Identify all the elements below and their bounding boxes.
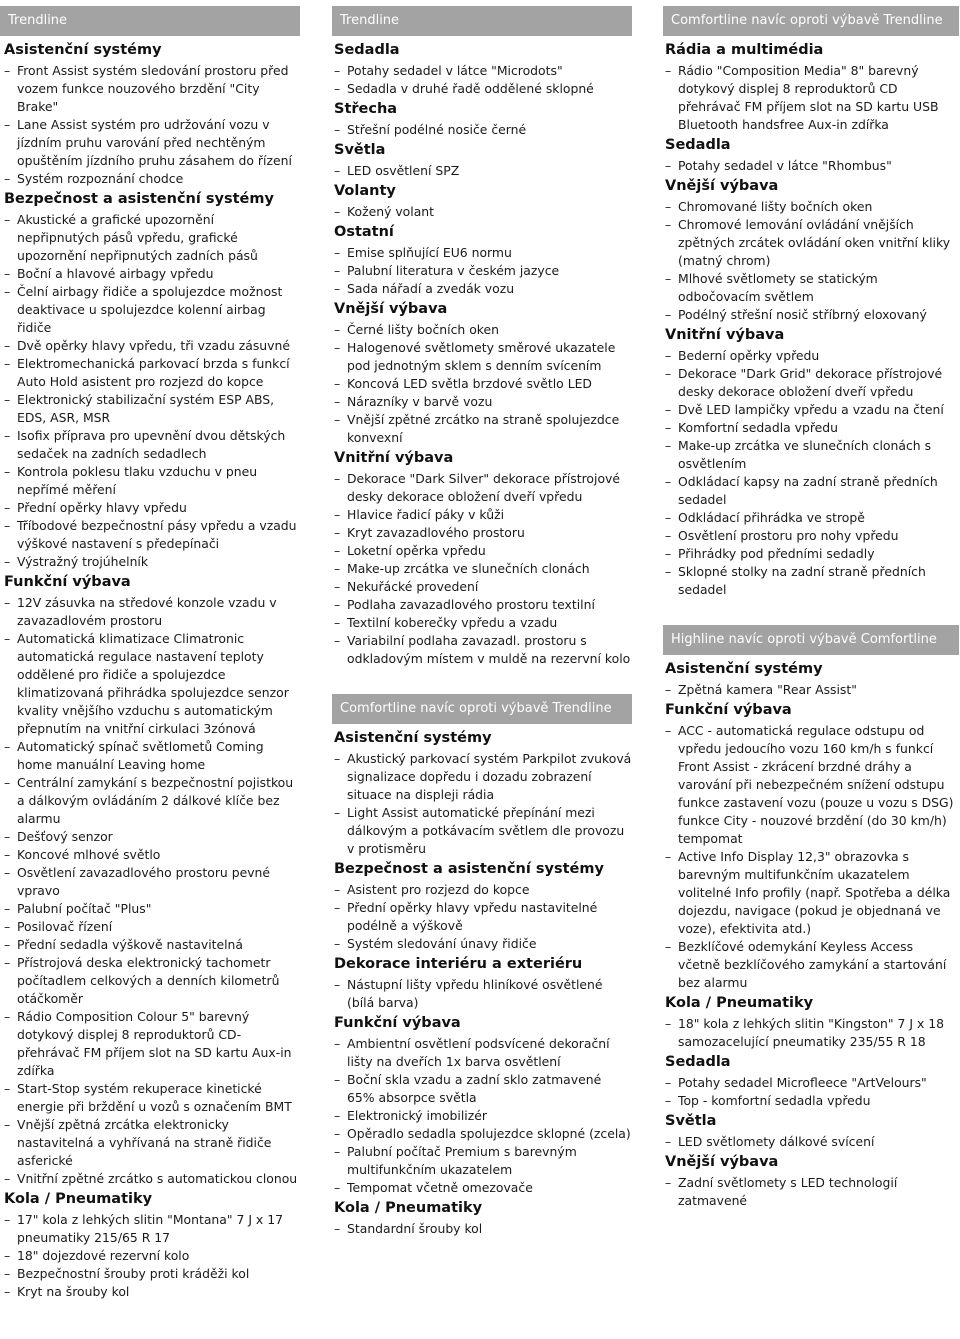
feature-item [665, 270, 959, 306]
feature-item [334, 542, 632, 560]
feature-item-text: – Palubní počítač "Plus" [17, 901, 152, 916]
feature-item [334, 560, 632, 578]
feature-item-text: – Nástupní lišty vpředu hliníkové osvětlené (bílá barva) [347, 977, 603, 1010]
feature-item [665, 365, 959, 401]
section-heading: Asistenční systémy [4, 42, 162, 58]
feature-item [665, 1174, 959, 1210]
feature-item [334, 203, 632, 221]
feature-item [4, 553, 300, 571]
feature-item-text: – Dvě opěrky hlavy vpředu, tři vzadu zásuvné [17, 338, 290, 353]
feature-list [334, 1220, 632, 1238]
feature-item-text: – Sedadla v druhé řadě oddělené sklopné [347, 81, 594, 96]
feature-item-text: – Tříbodové bezpečnostní pásy vpředu a vzadu výškové nastavení s předepínači [17, 518, 297, 551]
section-heading: Funkční výbava [665, 702, 792, 718]
feature-item-text: – Automatický spínač světlometů Coming home manuální Leaving home [17, 739, 264, 772]
feature-item [665, 848, 959, 938]
feature-list [665, 157, 959, 175]
feature-item [4, 1211, 300, 1247]
section-heading: Asistenční systémy [665, 661, 823, 677]
section-heading: Rádia a multimédia [665, 42, 824, 58]
feature-item-text: – Komfortní sedadla vpředu [678, 420, 839, 435]
feature-item-text: – Posilovač řízení [17, 919, 113, 934]
feature-item-text: – ACC - automatická regulace odstupu od vpředu jedoucího vozu 160 km/h s funkcí Front Assist - zkrácení brzdné dráhy a varování při nebezpečném snížení odstupu funkce zastavení vozu (pouze u vozu s DSG) funkce City - nouzové brzdění (do 30 km/h) tempomat [678, 723, 954, 846]
feature-item-text: – LED světlomety dálkové svícení [678, 1134, 875, 1149]
section-heading: Vnější výbava [665, 1154, 779, 1170]
feature-item [4, 774, 300, 828]
feature-item-text: – Variabilní podlaha zavazadl. prostoru s odkladovým místem v muldě na rezervní kolo [347, 633, 631, 666]
feature-item [334, 375, 632, 393]
feature-item [4, 170, 300, 188]
feature-item-text: – Přední opěrky hlavy vpředu [17, 500, 187, 515]
feature-item [4, 630, 300, 738]
feature-item-text: – Front Assist systém sledování prostoru před vozem funkce nouzového brzdění "City Brake" [17, 63, 289, 114]
feature-item-text: – Nekuřácké provedení [347, 579, 479, 594]
feature-item [665, 1133, 959, 1151]
feature-item [4, 116, 300, 170]
section-heading: Střecha [334, 101, 398, 117]
feature-item-text: – Koncová LED světla brzdové světlo LED [347, 376, 592, 391]
column-1 [4, 6, 300, 1301]
feature-item-text: – Dešťový senzor [17, 829, 113, 844]
section-heading: Sedadla [665, 137, 731, 153]
feature-item [334, 1143, 632, 1179]
feature-item-text: – 18" kola z lehkých slitin "Kingston" 7 J x 18 samozacelující pneumatiky 235/55 R 18 [678, 1016, 944, 1049]
feature-item [334, 121, 632, 139]
feature-item [334, 62, 632, 80]
feature-list [4, 594, 300, 1188]
feature-item [4, 283, 300, 337]
feature-list [4, 211, 300, 571]
feature-item [665, 419, 959, 437]
feature-item-text: – Make-up zrcátka ve slunečních clonách s osvětlením [678, 438, 932, 471]
feature-item-text: – Kryt zavazadlového prostoru [347, 525, 525, 540]
section-heading: Kola / Pneumatiky [334, 1200, 483, 1216]
feature-item-text: – Dvě LED lampičky vpředu a vzadu na čtení [678, 402, 944, 417]
feature-list [334, 244, 632, 298]
feature-item-text: – Přední opěrky hlavy vpředu nastavitelné podélně a výškově [347, 900, 598, 933]
section-heading: Bezpečnost a asistenční systémy [334, 861, 604, 877]
feature-item [334, 614, 632, 632]
section-heading: Funkční výbava [334, 1015, 461, 1031]
feature-item [334, 899, 632, 935]
feature-item [4, 954, 300, 1008]
feature-item [334, 262, 632, 280]
feature-item-text: – Rádio Composition Colour 5" barevný dotykový displej 8 reproduktorů CD-přehrávač FM příjem slot na SD kartu Aux-in zdířka [17, 1009, 292, 1078]
feature-item [4, 594, 300, 630]
feature-item [665, 62, 959, 134]
feature-item-text: – Chromové lemování ovládání vnějších zpětných zrcátek ovládání oken vnitřní kliky (matný chrom) [678, 217, 951, 268]
feature-list [665, 1174, 959, 1210]
trim-level-header: Comfortline navíc oproti výbavě Trendline [663, 6, 959, 36]
feature-item-text: – Přední sedadla výškově nastavitelná [17, 937, 244, 952]
feature-item [334, 1125, 632, 1143]
feature-item-text: – Make-up zrcátka ve slunečních clonách [347, 561, 590, 576]
feature-item-text: – Osvětlení zavazadlového prostoru pevné vpravo [17, 865, 271, 898]
feature-item-text: – Active Info Display 12,3" obrazovka s barevným multifunkčním ukazatelem volitelné Info profily (např. Spotřeba a délka dojezdu, navigace (pokud je objednaná ve voze), efektivita atd.) [678, 849, 951, 936]
feature-item [4, 846, 300, 864]
feature-item-text: – Střešní podélné nosiče černé [347, 122, 527, 137]
feature-item [334, 244, 632, 262]
feature-item-text: – Top - komfortní sedadla vpředu [678, 1093, 871, 1108]
feature-list [334, 750, 632, 858]
feature-item-text: – Přihrádky pod předními sedadly [678, 546, 875, 561]
feature-list [334, 121, 632, 139]
feature-item [665, 527, 959, 545]
feature-item-text: – Osvětlení prostoru pro nohy vpředu [678, 528, 899, 543]
feature-item [4, 1170, 300, 1188]
feature-item [334, 1071, 632, 1107]
feature-item-text: – Kryt na šrouby kol [17, 1284, 130, 1299]
feature-list [665, 62, 959, 134]
feature-item-text: – Centrální zamykání s bezpečnostní pojistkou a dálkovým ovládáním 2 dálkové klíče bez alarmu [17, 775, 294, 826]
feature-item-text: – Systém rozpoznání chodce [17, 171, 184, 186]
feature-list [334, 1035, 632, 1197]
feature-item [4, 1283, 300, 1301]
feature-item-text: – Odkládací kapsy na zadní straně předních sedadel [678, 474, 938, 507]
trim-level-header: Comfortline navíc oproti výbavě Trendline [332, 694, 632, 724]
feature-item-text: – LED osvětlení SPZ [347, 163, 460, 178]
feature-item [4, 337, 300, 355]
feature-item-text: – Potahy sedadel v látce "Rhombus" [678, 158, 892, 173]
feature-item-text: – Černé lišty bočních oken [347, 322, 499, 337]
feature-item [665, 681, 959, 699]
feature-item-text: – Čelní airbagy řidiče a spolujezdce možnost deaktivace u spolujezdce kolenní airbag řidiče [17, 284, 283, 335]
section-heading: Vnitřní výbava [334, 450, 454, 466]
feature-item [334, 1179, 632, 1197]
section-heading: Sedadla [665, 1054, 731, 1070]
section-heading: Světla [334, 142, 386, 158]
feature-item-text: – Elektronický stabilizační systém ESP ABS, EDS, ASR, MSR [17, 392, 275, 425]
column-3 [665, 6, 959, 1210]
feature-item-text: – Potahy sedadel v látce "Microdots" [347, 63, 563, 78]
feature-item-text: – Podlaha zavazadlového prostoru textilní [347, 597, 595, 612]
feature-item-text: – Lane Assist systém pro udržování vozu v jízdním pruhu varování před nechtěným opuštěním jízdního pruhu zásahem do řízení [17, 117, 292, 168]
feature-item [4, 427, 300, 463]
feature-item-text: – Přístrojová deska elektronický tachometr počítadlem celkových a denních kilometrů otáčkoměr [17, 955, 280, 1006]
feature-item-text: – Kontrola poklesu tlaku vzduchu v pneu nepřímé měření [17, 464, 258, 497]
feature-item-text: – Nárazníky v barvě vozu [347, 394, 493, 409]
feature-item [334, 935, 632, 953]
feature-item [334, 470, 632, 506]
feature-item [334, 1107, 632, 1125]
feature-item-text: – Tempomat včetně omezovače [347, 1180, 533, 1195]
feature-item [665, 437, 959, 473]
feature-item-text: – Ambientní osvětlení podsvícené dekorační lišty na dveřích 1x barva osvětlení [347, 1036, 610, 1069]
feature-item-text: – Bezklíčové odemykání Keyless Access včetně bezklíčového zamykání a startování bez alarmu [678, 939, 947, 990]
feature-item [4, 499, 300, 517]
feature-item-text: – Mlhové světlomety se statickým odbočovacím světlem [678, 271, 878, 304]
feature-item-text: – Podélný střešní nosič stříbrný eloxovaný [678, 307, 927, 322]
feature-item-text: – Kožený volant [347, 204, 435, 219]
feature-item-text: – Boční a hlavové airbagy vpředu [17, 266, 214, 281]
section-heading: Světla [665, 1113, 717, 1129]
feature-item-text: – Palubní počítač Premium s barevným multifunkčním ukazatelem [347, 1144, 577, 1177]
feature-item-text: – Koncové mlhové světlo [17, 847, 161, 862]
feature-item [4, 738, 300, 774]
feature-item [665, 198, 959, 216]
feature-item-text: – Boční skla vzadu a zadní sklo zatmavené 65% absorpce světla [347, 1072, 602, 1105]
feature-item [334, 632, 632, 668]
feature-list [334, 62, 632, 98]
feature-item [665, 1074, 959, 1092]
feature-item-text: – Akustické a grafické upozornění nepřipnutých pásů vpředu, grafické upozornění nepřipnutých zadních pásů [17, 212, 258, 263]
feature-item-text: – Rádio "Composition Media" 8" barevný dotykový displej 8 reproduktorů CD přehrávač FM příjem slot na SD kartu USB Bluetooth handsfree Aux-in zdířka [678, 63, 939, 132]
feature-item [4, 864, 300, 900]
feature-item-text: – Elektronický imobilizér [347, 1108, 487, 1123]
feature-item [665, 473, 959, 509]
feature-item [665, 722, 959, 848]
feature-item [665, 1092, 959, 1110]
feature-item [4, 517, 300, 553]
feature-item-text: – Dekorace "Dark Silver" dekorace přístrojové desky dekorace obložení dveří vpředu [347, 471, 620, 504]
feature-item-text: – Odkládací přihrádka ve stropě [678, 510, 865, 525]
feature-list [334, 470, 632, 668]
feature-item [334, 339, 632, 375]
feature-item [665, 347, 959, 365]
feature-item-text: – Opěradlo sedadla spolujezdce sklopné (zcela) [347, 1126, 631, 1141]
feature-item [334, 1035, 632, 1071]
feature-item [334, 596, 632, 614]
feature-item [334, 321, 632, 339]
feature-item [4, 1116, 300, 1170]
feature-item [334, 393, 632, 411]
block-spacer [334, 668, 632, 694]
feature-item [4, 900, 300, 918]
feature-item [334, 280, 632, 298]
trim-level-header: Trendline [332, 6, 632, 36]
feature-item-text: – Systém sledování únavy řidiče [347, 936, 537, 951]
feature-item-text: – 18" dojezdové rezervní kolo [17, 1248, 190, 1263]
feature-item [665, 938, 959, 992]
feature-item [334, 524, 632, 542]
feature-item [4, 62, 300, 116]
feature-item [4, 391, 300, 427]
feature-item-text: – Asistent pro rozjezd do kopce [347, 882, 530, 897]
feature-list [665, 722, 959, 992]
feature-list [665, 198, 959, 324]
feature-item-text: – Isofix příprava pro upevnění dvou dětských sedaček na zadních sedadlech [17, 428, 286, 461]
feature-item-text: – Bezpečnostní šrouby proti kráděži kol [17, 1266, 250, 1281]
feature-item [665, 545, 959, 563]
feature-item [4, 918, 300, 936]
feature-item-text: – Sada nářadí a zvedák vozu [347, 281, 515, 296]
feature-item [4, 1080, 300, 1116]
feature-item [665, 306, 959, 324]
column-2 [334, 6, 632, 1238]
feature-item-text: – Vnější zpětné zrcátko na straně spolujezdce konvexní [347, 412, 620, 445]
feature-item-text: – 12V zásuvka na středové konzole vzadu v zavazadlovém prostoru [17, 595, 277, 628]
feature-list [334, 203, 632, 221]
feature-item [334, 578, 632, 596]
section-heading: Bezpečnost a asistenční systémy [4, 191, 274, 207]
section-heading: Vnitřní výbava [665, 327, 785, 343]
feature-item-text: – Palubní literatura v českém jazyce [347, 263, 560, 278]
feature-list [4, 62, 300, 188]
section-heading: Vnější výbava [334, 301, 448, 317]
feature-item-text: – Bederní opěrky vpředu [678, 348, 820, 363]
section-heading: Dekorace interiéru a exteriéru [334, 956, 583, 972]
feature-item-text: – Dekorace "Dark Grid" dekorace přístrojové desky dekorace obložení dveří vpředu [678, 366, 943, 399]
feature-list [4, 1211, 300, 1301]
feature-item-text: – Automatická klimatizace Climatronic automatická regulace nastavení teploty oddělené pro řidiče a spolujezdce klimatizovaná přihrádka spolujezdce senzor kvality vnějšího vzduchu s automatickým přepnutím na vnitřní cirkulaci 3zónová [17, 631, 289, 736]
feature-item [334, 506, 632, 524]
feature-list [665, 1074, 959, 1110]
feature-item-text: – Hlavice řadicí páky v kůži [347, 507, 505, 522]
feature-list [665, 1133, 959, 1151]
feature-item [334, 881, 632, 899]
feature-item [334, 80, 632, 98]
section-heading: Sedadla [334, 42, 400, 58]
trim-level-header: Highline navíc oproti výbavě Comfortline [663, 625, 959, 655]
feature-list [334, 976, 632, 1012]
feature-item-text: – Chromované lišty bočních oken [678, 199, 873, 214]
feature-item-text: – Sklopné stolky na zadní straně předních sedadel [678, 564, 926, 597]
feature-item [665, 563, 959, 599]
feature-item [665, 1015, 959, 1051]
feature-item [334, 411, 632, 447]
feature-item [4, 355, 300, 391]
feature-list [334, 321, 632, 447]
feature-item [4, 211, 300, 265]
feature-item [334, 750, 632, 804]
feature-item [334, 804, 632, 858]
feature-item-text: – 17" kola z lehkých slitin "Montana" 7 J x 17 pneumatiky 215/65 R 17 [17, 1212, 283, 1245]
feature-list [665, 1015, 959, 1051]
feature-list [665, 347, 959, 599]
feature-list [665, 681, 959, 699]
feature-item [665, 509, 959, 527]
feature-item-text: – Textilní koberečky vpředu a vzadu [347, 615, 558, 630]
feature-item [4, 828, 300, 846]
feature-item [4, 1265, 300, 1283]
section-heading: Vnější výbava [665, 178, 779, 194]
section-heading: Kola / Pneumatiky [665, 995, 814, 1011]
feature-item [4, 463, 300, 499]
feature-item-text: – Loketní opěrka vpředu [347, 543, 486, 558]
feature-item-text: – Elektromechanická parkovací brzda s funkcí Auto Hold asistent pro rozjezd do kopce [17, 356, 290, 389]
block-spacer [665, 599, 959, 625]
feature-item-text: – Emise splňující EU6 normu [347, 245, 512, 260]
feature-item-text: – Potahy sedadel Microfleece "ArtVelours" [678, 1075, 927, 1090]
feature-item-text: – Standardní šrouby kol [347, 1221, 483, 1236]
feature-list [334, 881, 632, 953]
feature-item-text: – Vnější zpětná zrcátka elektronicky nastavitelná a vyhřívaná na straně řidiče asferické [17, 1117, 272, 1168]
section-heading: Asistenční systémy [334, 730, 492, 746]
feature-item [334, 162, 632, 180]
section-heading: Ostatní [334, 224, 394, 240]
feature-item [665, 157, 959, 175]
feature-item [4, 265, 300, 283]
feature-item [334, 976, 632, 1012]
section-heading: Funkční výbava [4, 574, 131, 590]
feature-item-text: – Zpětná kamera "Rear Assist" [678, 682, 857, 697]
feature-item-text: – Start-Stop systém rekuperace kinetické energie při brždění u vozů s označením BMT [17, 1081, 292, 1114]
trim-level-header: Trendline [0, 6, 300, 36]
feature-item-text: – Akustický parkovací systém Parkpilot zvuková signalizace dopředu i dozadu zobrazení situace na displeji rádia [347, 751, 632, 802]
feature-item [334, 1220, 632, 1238]
feature-item [665, 216, 959, 270]
feature-item-text: – Halogenové světlomety směrové ukazatele pod jednotným sklem s denním svícením [347, 340, 616, 373]
feature-item [4, 1008, 300, 1080]
section-heading: Kola / Pneumatiky [4, 1191, 153, 1207]
feature-list [334, 162, 632, 180]
feature-item-text: – Light Assist automatické přepínání mezi dálkovým a potkávacím světlem dle provozu v protisměru [347, 805, 625, 856]
feature-item [665, 401, 959, 419]
feature-item-text: – Zadní světlomety s LED technologií zatmavené [678, 1175, 898, 1208]
feature-item-text: – Vnitřní zpětné zrcátko s automatickou clonou [17, 1171, 298, 1186]
feature-item-text: – Výstražný trojúhelník [17, 554, 149, 569]
feature-item [4, 1247, 300, 1265]
section-heading: Volanty [334, 183, 396, 199]
feature-item [4, 936, 300, 954]
